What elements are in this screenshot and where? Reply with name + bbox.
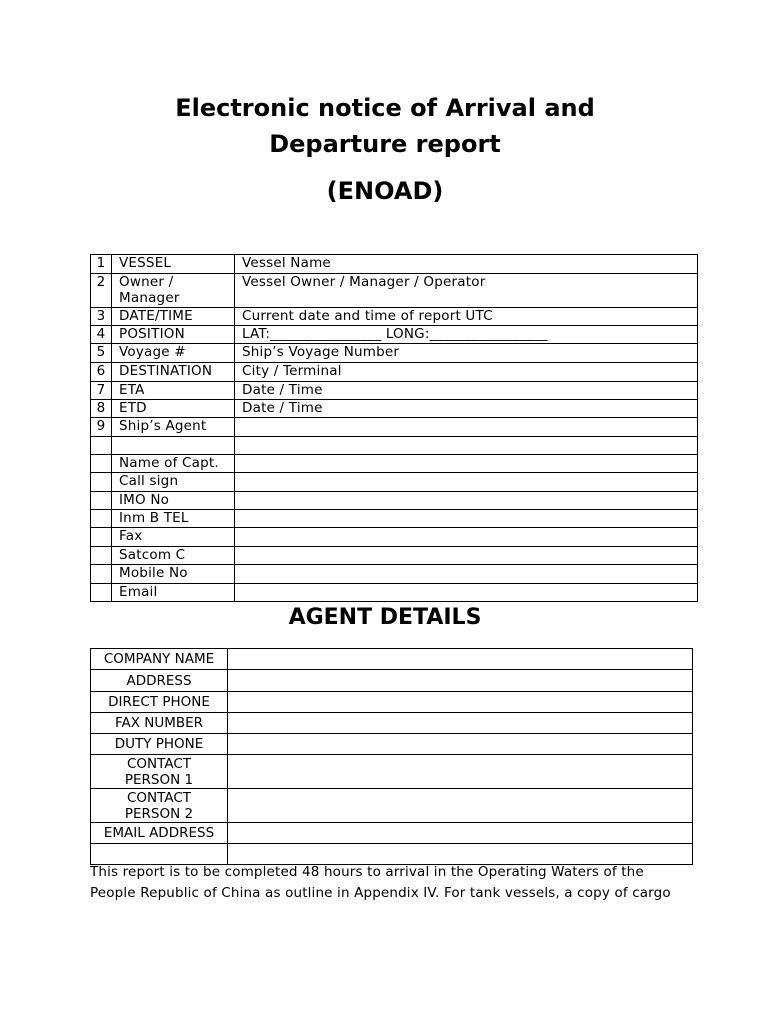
agent-row-value <box>228 755 693 789</box>
vessel-row-value: Vessel Name <box>235 255 698 274</box>
vessel-row-label: Voyage # <box>112 344 235 363</box>
vessel-row <box>91 382 698 400</box>
vessel-row-label: DATE/TIME <box>112 308 235 326</box>
vessel-row-value: Date / Time <box>235 382 698 400</box>
vessel-row-label <box>112 437 235 455</box>
agent-row <box>91 649 693 670</box>
footer-note <box>90 862 690 904</box>
doc-acronym: (ENOAD) <box>326 177 444 205</box>
vessel-row-value: Vessel Owner / Manager / Operator <box>235 274 698 308</box>
footer-line-1: This report is to be completed 48 hours to arrival in the Operating Waters of the <box>90 864 644 880</box>
vessel-row-number <box>91 473 112 492</box>
vessel-row <box>91 565 698 584</box>
vessel-row-number <box>91 565 112 584</box>
vessel-row-label: IMO No <box>112 492 235 510</box>
vessel-row-label: Mobile No <box>112 565 235 584</box>
vessel-row <box>91 363 698 382</box>
vessel-row-label: Call sign <box>112 473 235 492</box>
vessel-row-value: LAT:________________ LONG:_________________ <box>235 326 698 344</box>
vessel-row-number <box>91 455 112 473</box>
agent-row <box>91 755 693 789</box>
vessel-row-number <box>91 547 112 565</box>
vessel-row <box>91 437 698 455</box>
vessel-row <box>91 326 698 344</box>
vessel-row-number: 9 <box>91 418 112 437</box>
agent-row-label: ADDRESS <box>91 670 228 692</box>
vessel-row-value: Date / Time <box>235 400 698 418</box>
vessel-row-number <box>91 528 112 547</box>
vessel-row-value: Current date and time of report UTC <box>235 308 698 326</box>
vessel-info-table <box>90 254 698 602</box>
vessel-row-value <box>235 584 698 602</box>
vessel-row <box>91 344 698 363</box>
vessel-row-value: City / Terminal <box>235 363 698 382</box>
agent-row <box>91 734 693 755</box>
vessel-row <box>91 584 698 602</box>
vessel-row <box>91 547 698 565</box>
vessel-row-label: Inm B TEL <box>112 510 235 528</box>
vessel-row-label: VESSEL <box>112 255 235 274</box>
vessel-row-value: Ship’s Voyage Number <box>235 344 698 363</box>
agent-row-label: DUTY PHONE <box>91 734 228 755</box>
vessel-row-number <box>91 437 112 455</box>
vessel-row-label: ETD <box>112 400 235 418</box>
agent-row <box>91 789 693 823</box>
vessel-row-value <box>235 492 698 510</box>
agent-row-value <box>228 713 693 734</box>
vessel-row-number: 8 <box>91 400 112 418</box>
vessel-row-label: Fax <box>112 528 235 547</box>
vessel-row-value <box>235 528 698 547</box>
agent-row-label: COMPANY NAME <box>91 649 228 670</box>
vessel-row <box>91 492 698 510</box>
agent-details-table <box>90 648 693 865</box>
vessel-row-number: 6 <box>91 363 112 382</box>
vessel-row <box>91 274 698 308</box>
agent-row-label: CONTACT PERSON 1 <box>91 755 228 789</box>
vessel-row-value <box>235 510 698 528</box>
vessel-row-number <box>91 510 112 528</box>
doc-title-line-1: Electronic notice of Arrival and <box>175 94 595 122</box>
footer-line-2: People Republic of China as outline in Appendix IV. For tank vessels, a copy of cargo <box>90 885 671 901</box>
vessel-row <box>91 418 698 437</box>
vessel-row-number: 2 <box>91 274 112 308</box>
vessel-row-number <box>91 584 112 602</box>
vessel-row-number: 1 <box>91 255 112 274</box>
vessel-row-value <box>235 565 698 584</box>
vessel-row-label: Ship’s Agent <box>112 418 235 437</box>
agent-row-value <box>228 692 693 713</box>
agent-row-label: DIRECT PHONE <box>91 692 228 713</box>
vessel-row <box>91 510 698 528</box>
vessel-row-label: DESTINATION <box>112 363 235 382</box>
agent-row-label: FAX NUMBER <box>91 713 228 734</box>
vessel-row-value <box>235 547 698 565</box>
vessel-row <box>91 473 698 492</box>
vessel-row-label: Email <box>112 584 235 602</box>
vessel-row <box>91 528 698 547</box>
vessel-row-value <box>235 437 698 455</box>
agent-row-label: CONTACT PERSON 2 <box>91 789 228 823</box>
vessel-row-number: 3 <box>91 308 112 326</box>
vessel-row-label: Owner / Manager <box>112 274 235 308</box>
vessel-row-label: Name of Capt. <box>112 455 235 473</box>
vessel-row-value <box>235 455 698 473</box>
agent-row <box>91 823 693 844</box>
agent-row-value <box>228 649 693 670</box>
agent-row <box>91 692 693 713</box>
agent-row <box>91 670 693 692</box>
vessel-row-label: ETA <box>112 382 235 400</box>
vessel-row-label: POSITION <box>112 326 235 344</box>
agent-row-value <box>228 734 693 755</box>
vessel-row <box>91 455 698 473</box>
vessel-row-value <box>235 473 698 492</box>
vessel-row-number: 5 <box>91 344 112 363</box>
vessel-row-number: 7 <box>91 382 112 400</box>
agent-row-value <box>228 789 693 823</box>
vessel-row-number: 4 <box>91 326 112 344</box>
doc-title-line-2: Departure report <box>269 130 501 158</box>
agent-row-value <box>228 670 693 692</box>
vessel-row-value <box>235 418 698 437</box>
vessel-row-label: Satcom C <box>112 547 235 565</box>
agent-row-label: EMAIL ADDRESS <box>91 823 228 844</box>
vessel-row <box>91 400 698 418</box>
vessel-row-number <box>91 492 112 510</box>
vessel-row <box>91 255 698 274</box>
agent-details-heading: AGENT DETAILS <box>288 605 482 630</box>
vessel-row <box>91 308 698 326</box>
agent-row <box>91 713 693 734</box>
agent-row-value <box>228 823 693 844</box>
